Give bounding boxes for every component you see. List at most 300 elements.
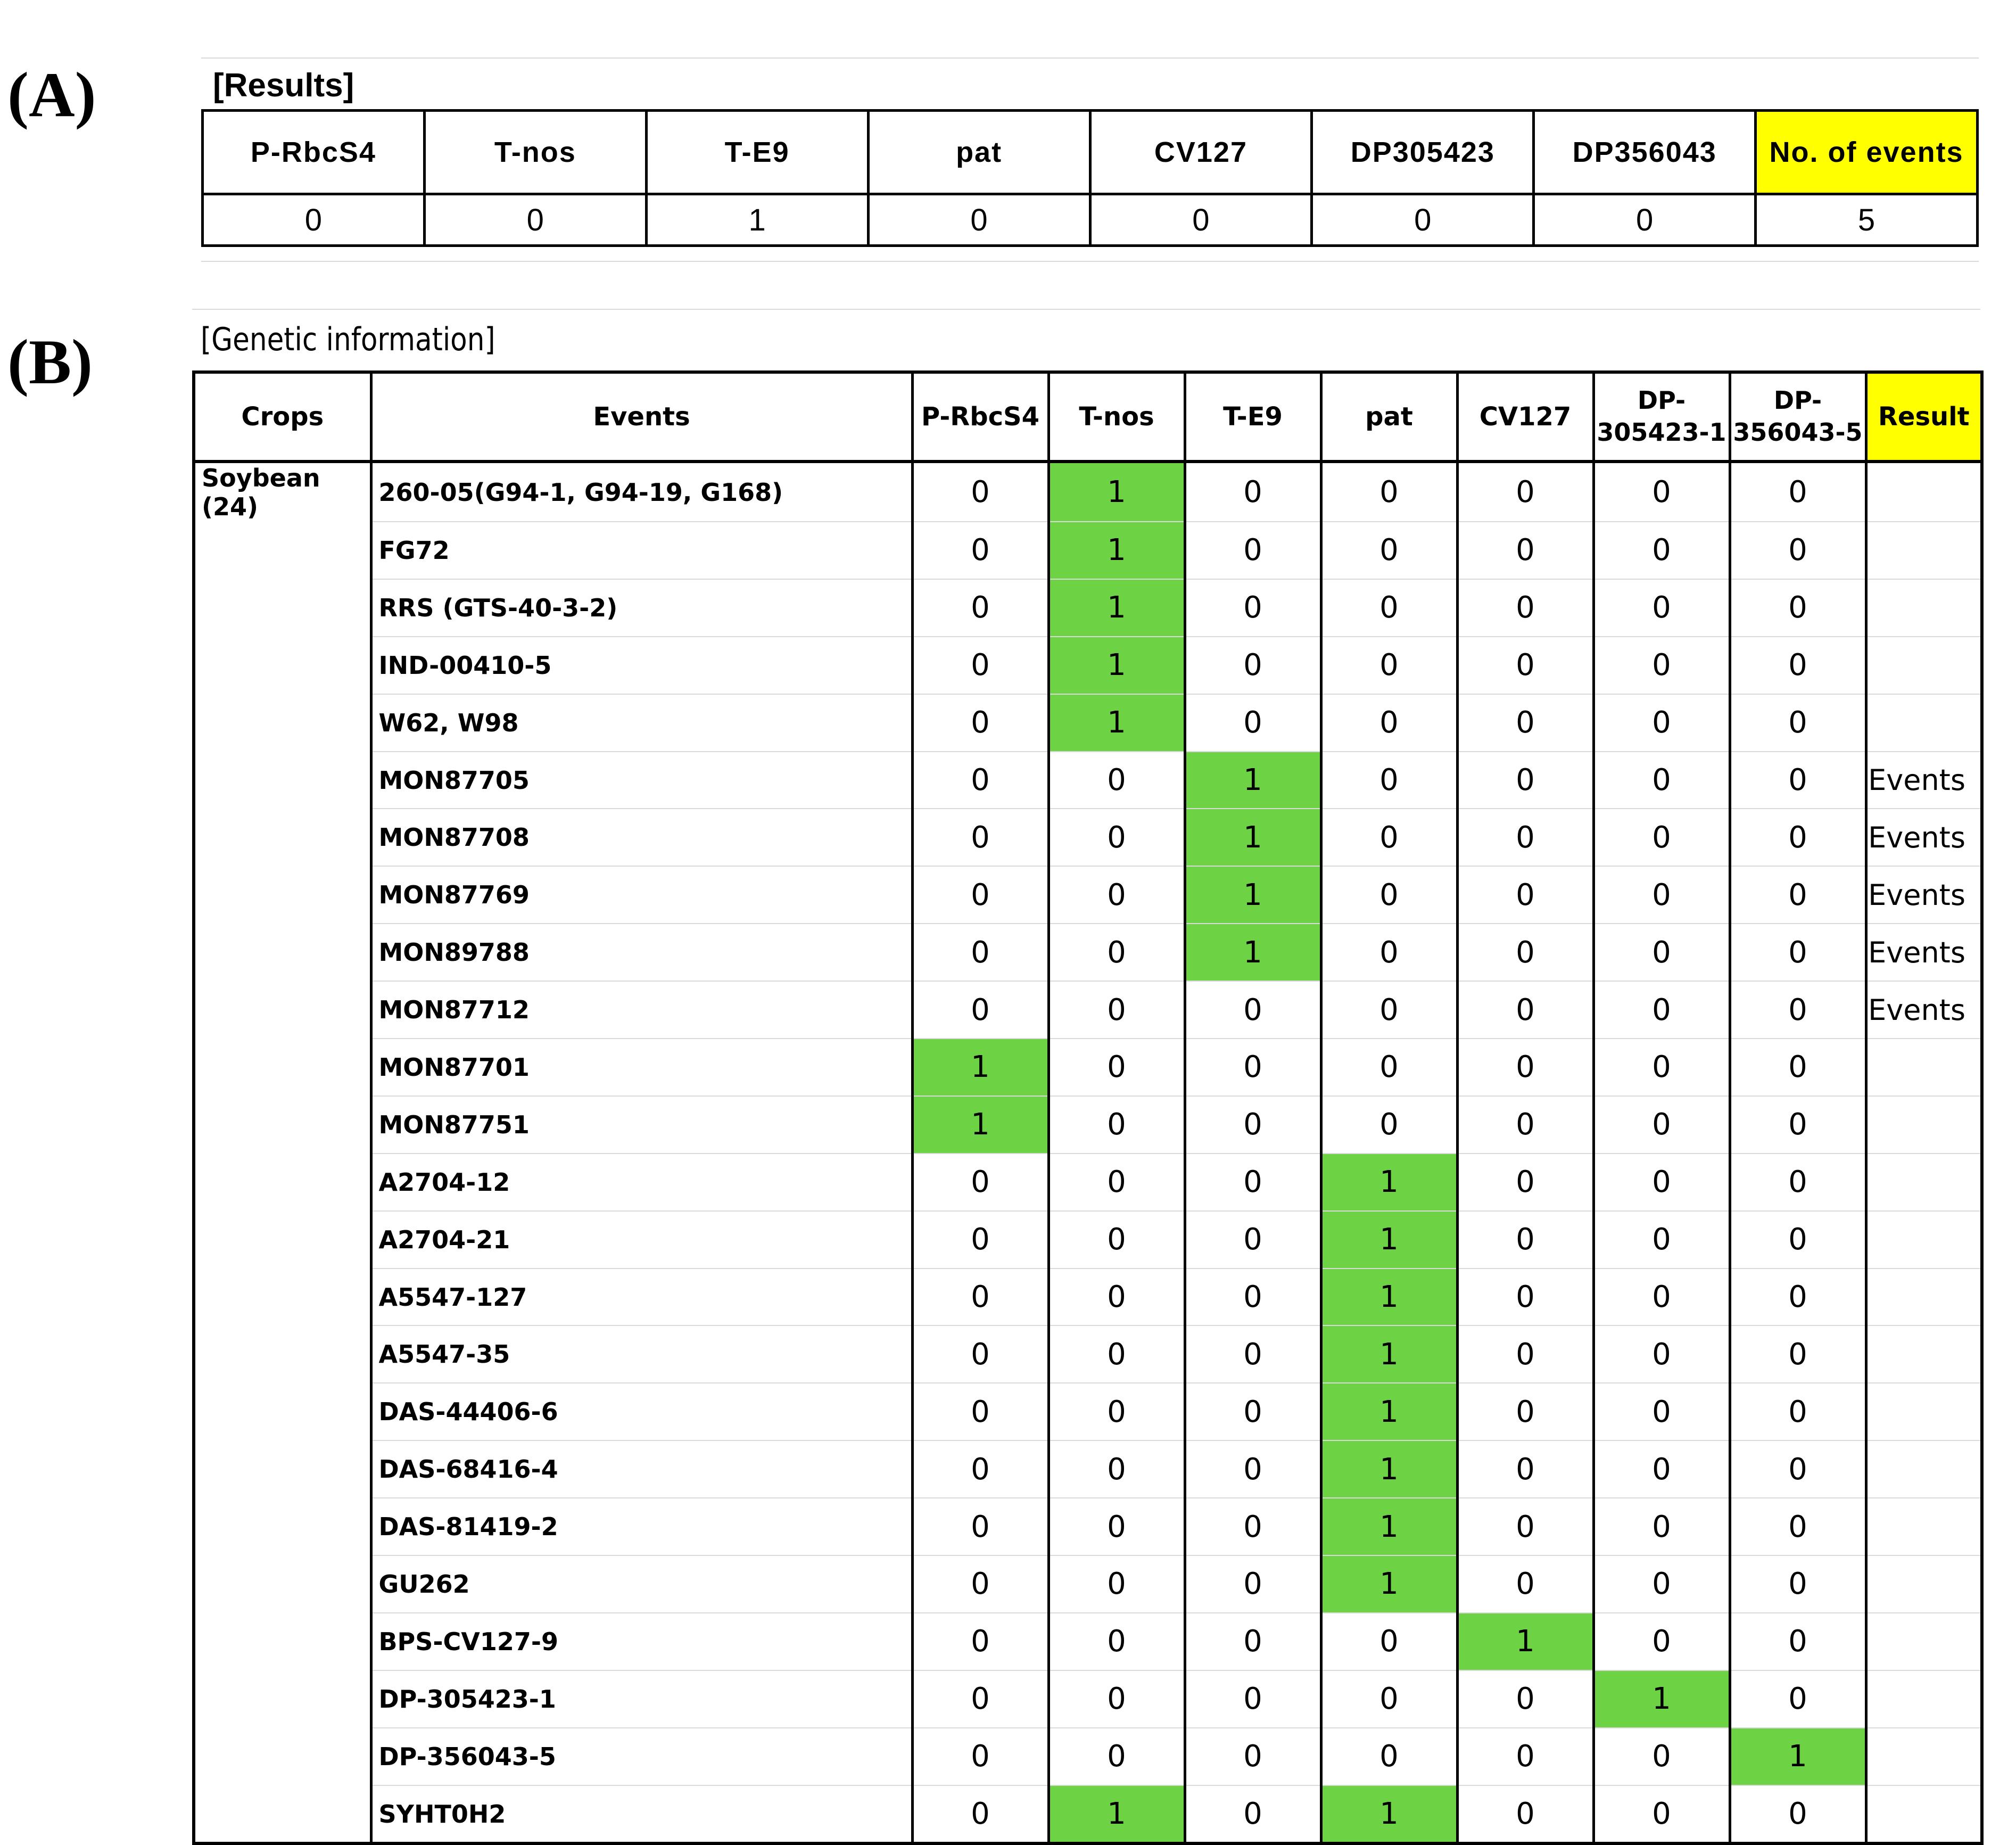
marker-cell-cv127[interactable]: 0	[1457, 1154, 1593, 1211]
marker-cell-pat[interactable]: 1	[1321, 1211, 1457, 1269]
marker-cell-pat[interactable]: 0	[1321, 1728, 1457, 1785]
marker-cell-cv127[interactable]: 0	[1457, 1383, 1593, 1440]
marker-cell-t-nos[interactable]: 0	[1048, 1039, 1185, 1096]
marker-cell-p-rbcs4[interactable]: 1	[912, 1039, 1048, 1096]
event-name-cell[interactable]: RRS (GTS-40-3-2)	[371, 579, 912, 637]
crop-cell-empty[interactable]	[194, 1498, 371, 1555]
header-dp356043-line1: DP-	[1773, 386, 1822, 415]
marker-cell-t-e9[interactable]: 0	[1185, 1498, 1321, 1555]
marker-cell-dp356043[interactable]: 0	[1730, 579, 1866, 637]
crop-cell-empty[interactable]	[194, 1325, 371, 1383]
marker-cell-pat[interactable]: 0	[1321, 752, 1457, 809]
marker-cell-t-e9[interactable]: 0	[1185, 1154, 1321, 1211]
event-name-cell[interactable]: DAS-68416-4	[371, 1440, 912, 1498]
marker-cell-dp356043[interactable]: 0	[1730, 1613, 1866, 1670]
marker-cell-dp305423[interactable]: 0	[1593, 1269, 1730, 1326]
crop-cell-empty[interactable]	[194, 1154, 371, 1211]
marker-cell-dp305423[interactable]: 0	[1593, 1325, 1730, 1383]
crop-cell-empty[interactable]	[194, 1670, 371, 1728]
marker-cell-cv127[interactable]: 0	[1457, 1325, 1593, 1383]
marker-cell-pat[interactable]: 0	[1321, 809, 1457, 866]
marker-cell-cv127[interactable]: 0	[1457, 981, 1593, 1039]
marker-cell-pat[interactable]: 0	[1321, 981, 1457, 1039]
marker-cell-t-nos[interactable]: 0	[1048, 1555, 1185, 1613]
marker-cell-cv127[interactable]: 0	[1457, 694, 1593, 752]
marker-cell-t-e9[interactable]: 0	[1185, 637, 1321, 694]
marker-cell-t-e9[interactable]: 0	[1185, 694, 1321, 752]
marker-cell-dp305423[interactable]: 0	[1593, 579, 1730, 637]
table-row	[194, 1096, 1982, 1154]
results-header-t-nos[interactable]: T-nos	[424, 111, 646, 194]
marker-cell-p-rbcs4[interactable]: 0	[912, 462, 1048, 522]
marker-cell-pat[interactable]: 1	[1321, 1325, 1457, 1383]
marker-cell-t-e9[interactable]: 0	[1185, 1269, 1321, 1326]
results-value-t-e9[interactable]: 1	[646, 194, 868, 246]
marker-cell-cv127[interactable]: 0	[1457, 1555, 1593, 1613]
marker-cell-pat[interactable]: 1	[1321, 1498, 1457, 1555]
marker-cell-p-rbcs4[interactable]: 0	[912, 981, 1048, 1039]
marker-cell-dp305423[interactable]: 0	[1593, 981, 1730, 1039]
table-row	[194, 694, 1982, 752]
marker-cell-dp305423[interactable]: 0	[1593, 1154, 1730, 1211]
panel-label-a: (A)	[7, 59, 96, 130]
marker-cell-cv127[interactable]: 0	[1457, 752, 1593, 809]
event-name-cell[interactable]: MON87769	[371, 866, 912, 924]
results-header-dp356043[interactable]: DP356043	[1534, 111, 1756, 194]
marker-cell-cv127[interactable]: 0	[1457, 809, 1593, 866]
marker-cell-dp305423[interactable]: 0	[1593, 866, 1730, 924]
marker-cell-p-rbcs4[interactable]: 0	[912, 1670, 1048, 1728]
marker-cell-t-nos[interactable]: 0	[1048, 981, 1185, 1039]
marker-cell-t-nos[interactable]: 0	[1048, 1211, 1185, 1269]
results-value-cv127[interactable]: 0	[1090, 194, 1312, 246]
marker-cell-t-nos[interactable]: 0	[1048, 866, 1185, 924]
header-events[interactable]: Events	[371, 372, 912, 462]
results-value-dp356043[interactable]: 0	[1534, 194, 1756, 246]
marker-cell-pat[interactable]: 0	[1321, 579, 1457, 637]
marker-cell-pat[interactable]: 0	[1321, 694, 1457, 752]
event-name-cell[interactable]: A2704-21	[371, 1211, 912, 1269]
event-name-cell[interactable]: DAS-44406-6	[371, 1383, 912, 1440]
event-name-cell[interactable]: MON87708	[371, 809, 912, 866]
results-value-pat[interactable]: 0	[868, 194, 1090, 246]
marker-cell-dp356043[interactable]: 0	[1730, 1096, 1866, 1154]
table-row	[194, 1211, 1982, 1269]
marker-cell-dp305423[interactable]: 0	[1593, 924, 1730, 981]
marker-cell-p-rbcs4[interactable]: 0	[912, 579, 1048, 637]
crop-cell-empty[interactable]	[194, 637, 371, 694]
marker-cell-dp356043[interactable]: 0	[1730, 924, 1866, 981]
result-cell[interactable]	[1866, 462, 1982, 522]
event-name-cell[interactable]: IND-00410-5	[371, 637, 912, 694]
table-row	[194, 1555, 1982, 1613]
header-cv127[interactable]: CV127	[1457, 372, 1593, 462]
event-name-cell[interactable]: W62, W98	[371, 694, 912, 752]
marker-cell-t-nos[interactable]: 0	[1048, 1670, 1185, 1728]
marker-cell-cv127[interactable]: 0	[1457, 1211, 1593, 1269]
header-t-nos[interactable]: T-nos	[1048, 372, 1185, 462]
marker-cell-t-nos[interactable]: 1	[1048, 522, 1185, 579]
result-cell[interactable]	[1866, 579, 1982, 637]
marker-cell-dp356043[interactable]: 0	[1730, 1383, 1866, 1440]
marker-cell-cv127[interactable]: 0	[1457, 462, 1593, 522]
marker-cell-dp305423[interactable]: 0	[1593, 1440, 1730, 1498]
marker-cell-pat[interactable]: 1	[1321, 1785, 1457, 1844]
marker-cell-pat[interactable]: 1	[1321, 1154, 1457, 1211]
marker-cell-pat[interactable]: 0	[1321, 1039, 1457, 1096]
marker-cell-t-nos[interactable]: 0	[1048, 1440, 1185, 1498]
table-row	[194, 1785, 1982, 1844]
table-row	[194, 752, 1982, 809]
result-cell[interactable]	[1866, 1154, 1982, 1211]
results-header-pat[interactable]: pat	[868, 111, 1090, 194]
table-row	[194, 924, 1982, 981]
marker-cell-p-rbcs4[interactable]: 1	[912, 1096, 1048, 1154]
crop-cell-empty[interactable]	[194, 694, 371, 752]
event-name-cell[interactable]: 260-05(G94-1, G94-19, G168)	[371, 462, 912, 522]
marker-cell-t-nos[interactable]: 0	[1048, 924, 1185, 981]
event-name-cell[interactable]: MON87751	[371, 1096, 912, 1154]
result-cell[interactable]	[1866, 1383, 1982, 1440]
event-name-cell[interactable]: BPS-CV127-9	[371, 1613, 912, 1670]
header-crops[interactable]: Crops	[194, 372, 371, 462]
marker-cell-t-e9[interactable]: 0	[1185, 1383, 1321, 1440]
marker-cell-dp305423[interactable]: 0	[1593, 1555, 1730, 1613]
marker-cell-dp356043[interactable]: 0	[1730, 1555, 1866, 1613]
marker-cell-p-rbcs4[interactable]: 0	[912, 1498, 1048, 1555]
table-row	[194, 1670, 1982, 1728]
event-name-cell[interactable]: FG72	[371, 522, 912, 579]
marker-cell-cv127[interactable]: 0	[1457, 1096, 1593, 1154]
result-cell[interactable]	[1866, 1325, 1982, 1383]
result-cell[interactable]: Events	[1866, 752, 1982, 809]
marker-cell-pat[interactable]: 1	[1321, 1269, 1457, 1326]
marker-cell-p-rbcs4[interactable]: 0	[912, 866, 1048, 924]
table-row	[194, 1269, 1982, 1326]
event-name-cell[interactable]: SYHT0H2	[371, 1785, 912, 1844]
result-cell[interactable]	[1866, 1269, 1982, 1326]
marker-cell-dp305423[interactable]: 0	[1593, 1728, 1730, 1785]
marker-cell-pat[interactable]: 0	[1321, 866, 1457, 924]
marker-cell-p-rbcs4[interactable]: 0	[912, 694, 1048, 752]
marker-cell-p-rbcs4[interactable]: 0	[912, 637, 1048, 694]
marker-cell-dp305423[interactable]: 0	[1593, 1383, 1730, 1440]
result-cell[interactable]	[1866, 522, 1982, 579]
marker-cell-cv127[interactable]: 0	[1457, 1440, 1593, 1498]
crop-cell-empty[interactable]	[194, 1555, 371, 1613]
marker-cell-t-nos[interactable]: 1	[1048, 1785, 1185, 1844]
crop-cell-empty[interactable]	[194, 866, 371, 924]
table-row	[194, 637, 1982, 694]
results-value-t-nos[interactable]: 0	[424, 194, 646, 246]
marker-cell-t-e9[interactable]: 1	[1185, 866, 1321, 924]
marker-cell-t-e9[interactable]: 0	[1185, 1670, 1321, 1728]
event-name-cell[interactable]: A5547-35	[371, 1325, 912, 1383]
marker-cell-dp356043[interactable]: 0	[1730, 1440, 1866, 1498]
marker-cell-dp356043[interactable]: 0	[1730, 1154, 1866, 1211]
marker-cell-t-nos[interactable]: 1	[1048, 579, 1185, 637]
marker-cell-dp305423[interactable]: 1	[1593, 1670, 1730, 1728]
marker-cell-t-e9[interactable]: 1	[1185, 809, 1321, 866]
marker-cell-t-e9[interactable]: 0	[1185, 1096, 1321, 1154]
sheet-gridline	[192, 309, 1980, 310]
event-name-cell[interactable]: MON87712	[371, 981, 912, 1039]
marker-cell-t-e9[interactable]: 0	[1185, 1555, 1321, 1613]
results-header-no-of-events[interactable]: No. of events	[1756, 111, 1978, 194]
results-header-p-rbcs4[interactable]: P-RbcS4	[203, 111, 425, 194]
marker-cell-dp356043[interactable]: 0	[1730, 1670, 1866, 1728]
marker-cell-p-rbcs4[interactable]: 0	[912, 1325, 1048, 1383]
table-row	[194, 462, 1982, 522]
marker-cell-t-e9[interactable]: 0	[1185, 1039, 1321, 1096]
marker-cell-cv127[interactable]: 1	[1457, 1613, 1593, 1670]
header-dp356043[interactable]	[1730, 372, 1866, 462]
results-value-p-rbcs4[interactable]: 0	[203, 194, 425, 246]
header-dp356043-line2: 356043-5	[1733, 418, 1863, 447]
result-cell[interactable]	[1866, 694, 1982, 752]
marker-cell-dp356043[interactable]: 0	[1730, 809, 1866, 866]
marker-cell-cv127[interactable]: 0	[1457, 1498, 1593, 1555]
header-t-e9[interactable]: T-E9	[1185, 372, 1321, 462]
marker-cell-dp356043[interactable]: 0	[1730, 981, 1866, 1039]
marker-cell-dp356043[interactable]: 0	[1730, 1785, 1866, 1844]
header-p-rbcs4[interactable]: P-RbcS4	[912, 372, 1048, 462]
marker-cell-pat[interactable]: 0	[1321, 637, 1457, 694]
result-cell[interactable]	[1866, 1039, 1982, 1096]
marker-cell-dp305423[interactable]: 0	[1593, 752, 1730, 809]
crop-cell-empty[interactable]	[194, 1039, 371, 1096]
marker-cell-t-nos[interactable]: 0	[1048, 1498, 1185, 1555]
crop-cell-empty[interactable]	[194, 1383, 371, 1440]
result-cell[interactable]	[1866, 1785, 1982, 1844]
marker-cell-dp305423[interactable]: 0	[1593, 462, 1730, 522]
results-value-dp305423[interactable]: 0	[1312, 194, 1534, 246]
marker-cell-p-rbcs4[interactable]: 0	[912, 1154, 1048, 1211]
event-name-cell[interactable]: MON87705	[371, 752, 912, 809]
marker-cell-t-nos[interactable]: 1	[1048, 694, 1185, 752]
marker-cell-t-e9[interactable]: 0	[1185, 579, 1321, 637]
table-row	[194, 522, 1982, 579]
result-cell[interactable]	[1866, 1670, 1982, 1728]
crop-cell-empty[interactable]	[194, 1269, 371, 1326]
table-row	[194, 1154, 1982, 1211]
marker-cell-t-e9[interactable]: 0	[1185, 1211, 1321, 1269]
results-title: [Results]	[213, 67, 354, 104]
header-dp305423[interactable]	[1593, 372, 1730, 462]
marker-cell-pat[interactable]: 0	[1321, 1613, 1457, 1670]
marker-cell-dp356043[interactable]: 1	[1730, 1728, 1866, 1785]
marker-cell-dp356043[interactable]: 0	[1730, 1039, 1866, 1096]
marker-cell-pat[interactable]: 0	[1321, 924, 1457, 981]
crop-cell-empty[interactable]	[194, 1096, 371, 1154]
marker-cell-dp356043[interactable]: 0	[1730, 694, 1866, 752]
marker-cell-p-rbcs4[interactable]: 0	[912, 1728, 1048, 1785]
marker-cell-dp356043[interactable]: 0	[1730, 462, 1866, 522]
crop-cell-empty[interactable]	[194, 1728, 371, 1785]
crop-cell-empty[interactable]	[194, 752, 371, 809]
marker-cell-dp356043[interactable]: 0	[1730, 522, 1866, 579]
event-name-cell[interactable]: DP-305423-1	[371, 1670, 912, 1728]
marker-cell-p-rbcs4[interactable]: 0	[912, 924, 1048, 981]
marker-cell-p-rbcs4[interactable]: 0	[912, 809, 1048, 866]
result-cell[interactable]	[1866, 1096, 1982, 1154]
marker-cell-t-nos[interactable]: 0	[1048, 752, 1185, 809]
results-header-cv127[interactable]: CV127	[1090, 111, 1312, 194]
result-cell[interactable]: Events	[1866, 866, 1982, 924]
marker-cell-dp356043[interactable]: 0	[1730, 1498, 1866, 1555]
marker-cell-t-nos[interactable]: 0	[1048, 1728, 1185, 1785]
table-row	[194, 1383, 1982, 1440]
marker-cell-p-rbcs4[interactable]: 0	[912, 1785, 1048, 1844]
result-cell[interactable]: Events	[1866, 809, 1982, 866]
result-cell[interactable]	[1866, 1211, 1982, 1269]
marker-cell-t-nos[interactable]: 0	[1048, 1154, 1185, 1211]
marker-cell-cv127[interactable]: 0	[1457, 1039, 1593, 1096]
results-header-dp305423[interactable]: DP305423	[1312, 111, 1534, 194]
table-row	[194, 809, 1982, 866]
marker-cell-pat[interactable]: 1	[1321, 1383, 1457, 1440]
marker-cell-dp305423[interactable]: 0	[1593, 1039, 1730, 1096]
event-name-cell[interactable]: MON87701	[371, 1039, 912, 1096]
marker-cell-pat[interactable]: 0	[1321, 522, 1457, 579]
event-name-cell[interactable]: A2704-12	[371, 1154, 912, 1211]
marker-cell-t-e9[interactable]: 0	[1185, 1325, 1321, 1383]
marker-cell-t-nos[interactable]: 0	[1048, 1096, 1185, 1154]
header-pat[interactable]: pat	[1321, 372, 1457, 462]
marker-cell-cv127[interactable]: 0	[1457, 1785, 1593, 1844]
results-value-no-of-events[interactable]: 5	[1756, 194, 1978, 246]
event-name-cell[interactable]: A5547-127	[371, 1269, 912, 1326]
sheet-gridline	[201, 57, 1979, 59]
marker-cell-cv127[interactable]: 0	[1457, 1269, 1593, 1326]
marker-cell-dp305423[interactable]: 0	[1593, 1211, 1730, 1269]
marker-cell-p-rbcs4[interactable]: 0	[912, 752, 1048, 809]
table-row	[194, 866, 1982, 924]
crop-cell-empty[interactable]	[194, 579, 371, 637]
marker-cell-pat[interactable]: 1	[1321, 1555, 1457, 1613]
results-header-t-e9[interactable]: T-E9	[646, 111, 868, 194]
result-cell[interactable]	[1866, 1555, 1982, 1613]
marker-cell-dp305423[interactable]: 0	[1593, 522, 1730, 579]
marker-cell-t-nos[interactable]: 0	[1048, 1269, 1185, 1326]
marker-cell-cv127[interactable]: 0	[1457, 924, 1593, 981]
marker-cell-t-e9[interactable]: 0	[1185, 1785, 1321, 1844]
table-row	[194, 981, 1982, 1039]
marker-cell-pat[interactable]: 0	[1321, 1096, 1457, 1154]
marker-cell-cv127[interactable]: 0	[1457, 866, 1593, 924]
marker-cell-t-nos[interactable]: 0	[1048, 1613, 1185, 1670]
marker-cell-dp356043[interactable]: 0	[1730, 866, 1866, 924]
marker-cell-t-nos[interactable]: 0	[1048, 809, 1185, 866]
result-cell[interactable]: Events	[1866, 981, 1982, 1039]
marker-cell-p-rbcs4[interactable]: 0	[912, 1211, 1048, 1269]
genetic-info-table	[192, 370, 1984, 1845]
marker-cell-p-rbcs4[interactable]: 0	[912, 1269, 1048, 1326]
marker-cell-t-e9[interactable]: 1	[1185, 924, 1321, 981]
event-name-cell[interactable]: GU262	[371, 1555, 912, 1613]
marker-cell-dp356043[interactable]: 0	[1730, 637, 1866, 694]
marker-cell-p-rbcs4[interactable]: 0	[912, 1555, 1048, 1613]
header-dp305423-line1: DP-	[1637, 386, 1686, 415]
marker-cell-dp305423[interactable]: 0	[1593, 809, 1730, 866]
marker-cell-cv127[interactable]: 0	[1457, 1670, 1593, 1728]
result-cell[interactable]	[1866, 1498, 1982, 1555]
marker-cell-t-e9[interactable]: 0	[1185, 1440, 1321, 1498]
marker-cell-t-e9[interactable]: 0	[1185, 462, 1321, 522]
result-cell[interactable]	[1866, 1440, 1982, 1498]
crop-cell-empty[interactable]	[194, 1440, 371, 1498]
marker-cell-dp305423[interactable]: 0	[1593, 694, 1730, 752]
event-name-cell[interactable]: DP-356043-5	[371, 1728, 912, 1785]
crop-cell-empty[interactable]	[194, 522, 371, 579]
result-cell[interactable]	[1866, 637, 1982, 694]
marker-cell-cv127[interactable]: 0	[1457, 637, 1593, 694]
marker-cell-t-e9[interactable]: 0	[1185, 522, 1321, 579]
results-table	[201, 109, 1979, 247]
crop-cell-empty[interactable]	[194, 809, 371, 866]
marker-cell-pat[interactable]: 1	[1321, 1440, 1457, 1498]
marker-cell-dp356043[interactable]: 0	[1730, 752, 1866, 809]
marker-cell-dp305423[interactable]: 0	[1593, 1096, 1730, 1154]
panel-label-b: (B)	[7, 326, 93, 397]
result-cell[interactable]	[1866, 1728, 1982, 1785]
marker-cell-dp356043[interactable]: 0	[1730, 1269, 1866, 1326]
event-name-cell[interactable]: DAS-81419-2	[371, 1498, 912, 1555]
marker-cell-t-nos[interactable]: 1	[1048, 462, 1185, 522]
marker-cell-t-nos[interactable]: 1	[1048, 637, 1185, 694]
crop-cell-empty[interactable]	[194, 981, 371, 1039]
sheet-gridline	[201, 261, 1979, 262]
marker-cell-p-rbcs4[interactable]: 0	[912, 1440, 1048, 1498]
table-row	[194, 1613, 1982, 1670]
event-name-cell[interactable]: MON89788	[371, 924, 912, 981]
marker-cell-p-rbcs4[interactable]: 0	[912, 522, 1048, 579]
marker-cell-t-e9[interactable]: 0	[1185, 1613, 1321, 1670]
crop-cell-empty[interactable]	[194, 1613, 371, 1670]
table-row	[194, 1440, 1982, 1498]
marker-cell-dp305423[interactable]: 0	[1593, 637, 1730, 694]
marker-cell-dp356043[interactable]: 0	[1730, 1325, 1866, 1383]
marker-cell-dp305423[interactable]: 0	[1593, 1498, 1730, 1555]
table-row	[194, 1498, 1982, 1555]
marker-cell-t-nos[interactable]: 0	[1048, 1325, 1185, 1383]
marker-cell-cv127[interactable]: 0	[1457, 1728, 1593, 1785]
marker-cell-pat[interactable]: 0	[1321, 462, 1457, 522]
marker-cell-t-e9[interactable]: 1	[1185, 752, 1321, 809]
marker-cell-cv127[interactable]: 0	[1457, 522, 1593, 579]
result-cell[interactable]	[1866, 1613, 1982, 1670]
marker-cell-p-rbcs4[interactable]: 0	[912, 1383, 1048, 1440]
table-row	[194, 1325, 1982, 1383]
crop-cell-empty[interactable]	[194, 1785, 371, 1844]
marker-cell-dp356043[interactable]: 0	[1730, 1211, 1866, 1269]
crop-cell-empty[interactable]	[194, 924, 371, 981]
marker-cell-t-e9[interactable]: 0	[1185, 1728, 1321, 1785]
marker-cell-t-e9[interactable]: 0	[1185, 981, 1321, 1039]
marker-cell-dp305423[interactable]: 0	[1593, 1613, 1730, 1670]
marker-cell-p-rbcs4[interactable]: 0	[912, 1613, 1048, 1670]
marker-cell-cv127[interactable]: 0	[1457, 579, 1593, 637]
header-result[interactable]: Result	[1866, 372, 1982, 462]
header-dp305423-line2: 305423-1	[1597, 418, 1726, 447]
crop-cell[interactable]: Soybean (24)	[194, 462, 371, 522]
marker-cell-t-nos[interactable]: 0	[1048, 1383, 1185, 1440]
crop-cell-empty[interactable]	[194, 1211, 371, 1269]
marker-cell-dp305423[interactable]: 0	[1593, 1785, 1730, 1844]
result-cell[interactable]: Events	[1866, 924, 1982, 981]
table-row	[194, 1039, 1982, 1096]
marker-cell-pat[interactable]: 0	[1321, 1670, 1457, 1728]
